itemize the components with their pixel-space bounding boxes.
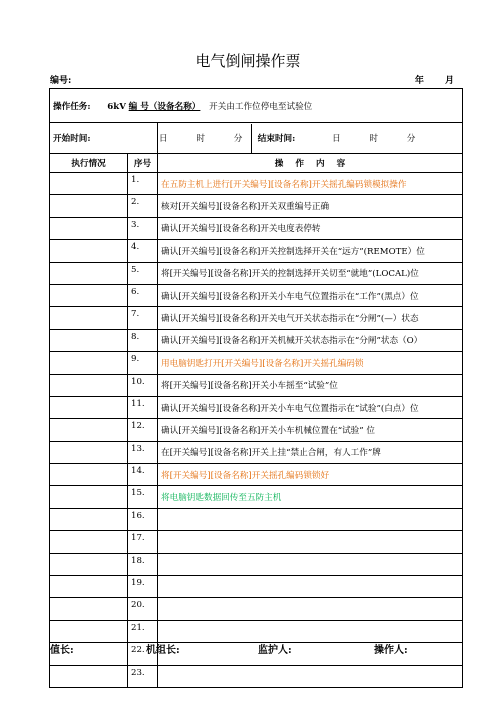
content-cell	[158, 531, 463, 553]
content-cell: 确认[开关编号][设备名称]开关电气开关状态指示在“分闸”(—）状态	[158, 307, 463, 329]
table-row	[50, 598, 463, 620]
seq-cell: 16.	[128, 508, 158, 530]
table-row	[50, 307, 463, 329]
seq-cell: 22.	[128, 643, 158, 665]
content-cell: 确认[开关编号][设备名称]开关小车电气位置指示在“试验”(白点）位	[158, 396, 463, 418]
seq-cell: 2.	[128, 195, 158, 217]
task-description: 开关由工作位停电至试验位	[209, 101, 313, 112]
shift-leader-label: 值长:	[50, 645, 74, 656]
table-row	[50, 531, 463, 553]
header-line	[50, 73, 460, 87]
content-cell: 用电脑钥匙打开[开关编号][设备名称]开关摇孔编码锁	[158, 352, 463, 374]
start-time-label: 开始时间:	[53, 134, 91, 144]
seq-cell: 23.	[128, 665, 158, 687]
content-column-header: 操 作 内 容	[158, 154, 463, 173]
table-row	[50, 396, 463, 418]
status-cell	[50, 531, 128, 553]
status-cell	[50, 284, 128, 306]
content-cell: 将电脑钥匙数据回传至五防主机	[158, 486, 463, 508]
operator-label: 操作人:	[374, 645, 408, 656]
end-minute: 分	[406, 133, 416, 144]
table-row	[50, 419, 463, 441]
end-day: 日	[332, 133, 341, 144]
content-cell: 确认[开关编号][设备名称]开关电度表停转	[158, 217, 463, 239]
content-cell: 核对[开关编号][设备名称]开关双重编号正确	[158, 195, 463, 217]
content-cell: 确认[开关编号][设备名称]开关小车电气位置指示在“工作”(黑点）位	[158, 284, 463, 306]
time-row	[50, 123, 463, 154]
seq-cell: 12.	[128, 419, 158, 441]
end-hour: 时	[369, 133, 379, 144]
status-cell	[50, 329, 128, 351]
status-cell	[50, 486, 128, 508]
status-cell	[50, 419, 128, 441]
steps-body	[50, 173, 463, 688]
unit-leader-label: 机组长:	[146, 645, 180, 656]
year-month	[397, 73, 454, 86]
seq-cell: 10.	[128, 374, 158, 396]
status-cell	[50, 441, 128, 463]
table-row	[50, 620, 463, 642]
content-cell: 在五防主机上进行[开关编号][设备名称]开关摇孔编码锁模拟操作	[158, 173, 463, 195]
status-cell	[50, 240, 128, 262]
content-cell: 将[开关编号][设备名称]开关小车摇至“试验”位	[158, 374, 463, 396]
content-cell	[158, 576, 463, 598]
seq-cell: 13.	[128, 441, 158, 463]
seq-cell: 19.	[128, 576, 158, 598]
content-cell	[158, 620, 463, 642]
seq-cell: 4.	[128, 240, 158, 262]
seq-cell: 11.	[128, 396, 158, 418]
seq-column-header: 序号	[128, 154, 158, 173]
table-row	[50, 374, 463, 396]
table-row	[50, 553, 463, 575]
seq-cell: 17.	[128, 531, 158, 553]
table-row	[50, 464, 463, 486]
status-cell	[50, 352, 128, 374]
start-minute: 分	[233, 133, 243, 144]
status-cell	[50, 464, 128, 486]
content-cell	[158, 665, 463, 687]
seq-cell: 7.	[128, 307, 158, 329]
seq-cell: 1.	[128, 173, 158, 195]
status-cell	[50, 195, 128, 217]
task-row	[50, 89, 463, 123]
table-row	[50, 217, 463, 239]
status-cell	[50, 217, 128, 239]
seq-cell: 6.	[128, 284, 158, 306]
month-label: 月	[444, 76, 454, 86]
task-voltage: 6kV	[107, 101, 126, 112]
table-row	[50, 352, 463, 374]
status-cell	[50, 262, 128, 284]
start-hour: 时	[196, 133, 205, 144]
year-label: 年	[414, 76, 424, 86]
supervisor-label: 监护人:	[258, 645, 292, 656]
content-cell: 确认[开关编号][设备名称]开关控制选择开关在“远方”(REMOTE）位	[158, 240, 463, 262]
table-row	[50, 576, 463, 598]
task-cell	[50, 89, 463, 123]
table-row	[50, 195, 463, 217]
status-cell	[50, 396, 128, 418]
content-cell: 确认[开关编号][设备名称]开关机械开关状态指示在“分闸”状态（O）	[158, 329, 463, 351]
status-cell	[50, 665, 128, 687]
seq-cell: 5.	[128, 262, 158, 284]
content-cell: 确认[开关编号][设备名称]开关小车机械位置在“试验” 位	[158, 419, 463, 441]
seq-cell: 3.	[128, 217, 158, 239]
start-day: 日	[159, 133, 168, 144]
status-cell	[50, 576, 128, 598]
table-row	[50, 284, 463, 306]
status-cell	[50, 508, 128, 530]
status-cell	[50, 553, 128, 575]
seq-cell: 18.	[128, 553, 158, 575]
time-fields-cell	[158, 123, 463, 154]
content-cell: 将[开关编号][设备名称]开关的控制选择开关切至“就地”(LOCAL)位	[158, 262, 463, 284]
content-cell	[158, 553, 463, 575]
status-cell	[50, 374, 128, 396]
seq-cell: 8.	[128, 329, 158, 351]
seq-cell: 9.	[128, 352, 158, 374]
table-row	[50, 486, 463, 508]
status-cell	[50, 598, 128, 620]
content-cell: 将[开关编号][设备名称]开关摇孔编码锁锁好	[158, 464, 463, 486]
content-cell	[158, 598, 463, 620]
content-cell	[158, 508, 463, 530]
number-label: 编号:	[50, 76, 72, 86]
table-row	[50, 329, 463, 351]
signature-footer	[50, 641, 470, 655]
table-row	[50, 441, 463, 463]
task-number: 编 号（设备名称）	[128, 101, 201, 112]
status-cell	[50, 307, 128, 329]
table-row	[50, 173, 463, 195]
operation-table	[49, 88, 463, 688]
status-cell	[50, 620, 128, 642]
start-time-cell	[50, 123, 158, 154]
status-column-header: 执行情况	[50, 154, 128, 173]
table-row	[50, 508, 463, 530]
table-row	[50, 240, 463, 262]
column-header-row	[50, 154, 463, 173]
end-time-label: 结束时间:	[257, 133, 296, 144]
seq-cell: 20.	[128, 598, 158, 620]
status-cell	[50, 173, 128, 195]
page-title: 电气倒闸操作票	[195, 52, 301, 70]
table-row	[50, 665, 463, 687]
table-row	[50, 262, 463, 284]
task-label: 操作任务:	[53, 101, 91, 112]
seq-cell: 14.	[128, 464, 158, 486]
seq-cell: 21.	[128, 620, 158, 642]
seq-cell: 15.	[128, 486, 158, 508]
content-cell: 在[开关编号][设备名称]开关上挂“禁止合闸，有人工作”牌	[158, 441, 463, 463]
